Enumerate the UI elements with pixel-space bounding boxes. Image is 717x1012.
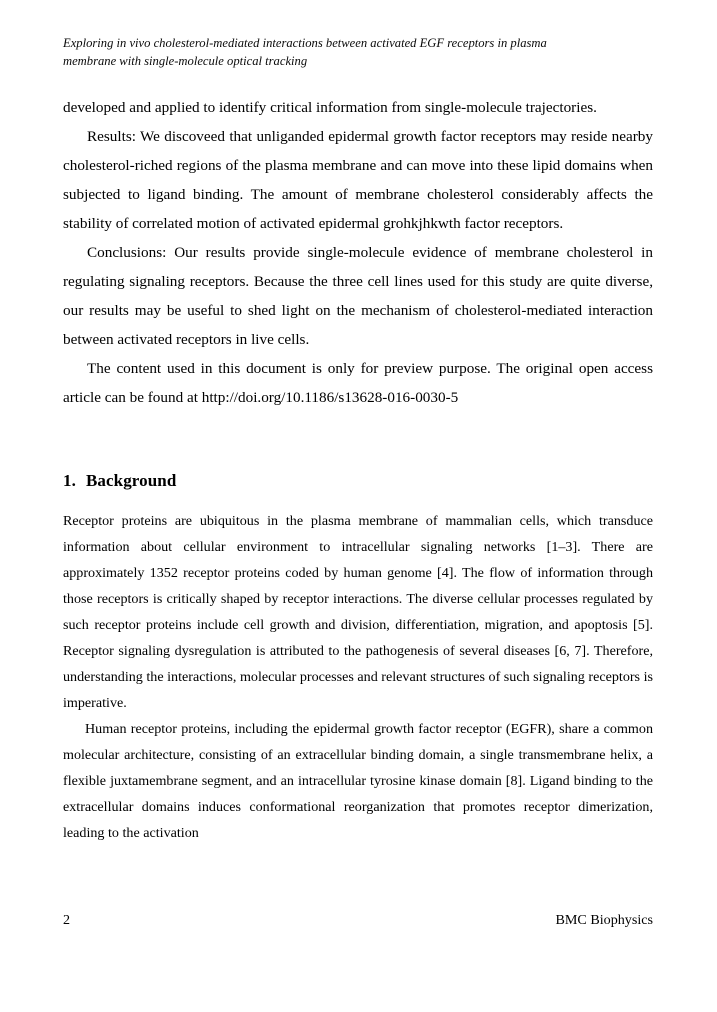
abstract-continuation [63,93,653,412]
abstract-paragraph-results: Results: We discoveed that unliganded epidermal growth factor receptors may reside nearby cholesterol-riched regions of the plasma membrane and can move into these lipid domains when subjected to ligand binding. The amount of membrane cholesterol considerably affects the stability of correlated motion of activated epidermal grohkjhkwth factor receptors. [63,128,653,232]
section-title: Background [85,471,177,490]
section-heading-background [63,470,653,492]
abstract-paragraph-1: developed and applied to identify critical information from single-molecule trajectories. [63,99,597,116]
footer-page-number: 2 [63,912,71,928]
abstract-paragraph-preview-notice: The content used in this document is only for preview purpose. The original open access article can be found at http://doi.org/10.1186/s13628-016-0030-5 [63,360,653,406]
section-paragraph-2: Human receptor proteins, including the epidermal growth factor receptor (EGFR), share a common molecular architecture, consisting of an extracellular binding domain, a single transmembrane helix, a flexible juxtamembrane segment, and an intracellular tyrosine kinase domain [8]. Ligand binding to the extracellular domains induces conformational reorganization that promotes receptor dimerization, leading to the activation [63,721,653,841]
section-number: 1. [63,471,76,490]
footer-journal-name: BMC Biophysics [555,912,653,928]
running-head-line-1: Exploring in vivo cholesterol-mediated interactions between activated EGF receptors in plasma [63,36,547,50]
section-body-background [63,508,653,846]
section-paragraph-1: Receptor proteins are ubiquitous in the plasma membrane of mammalian cells, which transduce information about cellular environment to intracellular signaling networks [1–3]. There are approximately 1352 receptor proteins coded by human genome [4]. The flow of information through those receptors is critically shaped by receptor interactions. The diverse cellular processes regulated by such receptor proteins include cell growth and division, differentiation, migration, and apoptosis [5]. Receptor signaling dysregulation is attributed to the pathogenesis of several diseases [6, 7]. Therefore, understanding the interactions, molecular processes and relevant structures of such signaling receptors is imperative. [63,513,653,711]
abstract-paragraph-conclusions: Conclusions: Our results provide single-molecule evidence of membrane cholesterol in regulating signaling receptors. Because the three cell lines used for this study are quite diverse, our results may be useful to shed light on the mechanism of cholesterol-mediated interaction between activated receptors in live cells. [63,244,653,348]
running-head [63,34,653,70]
page-footer [63,910,653,930]
text-column [63,93,653,846]
running-head-line-2: membrane with single-molecule optical tracking [63,54,308,68]
